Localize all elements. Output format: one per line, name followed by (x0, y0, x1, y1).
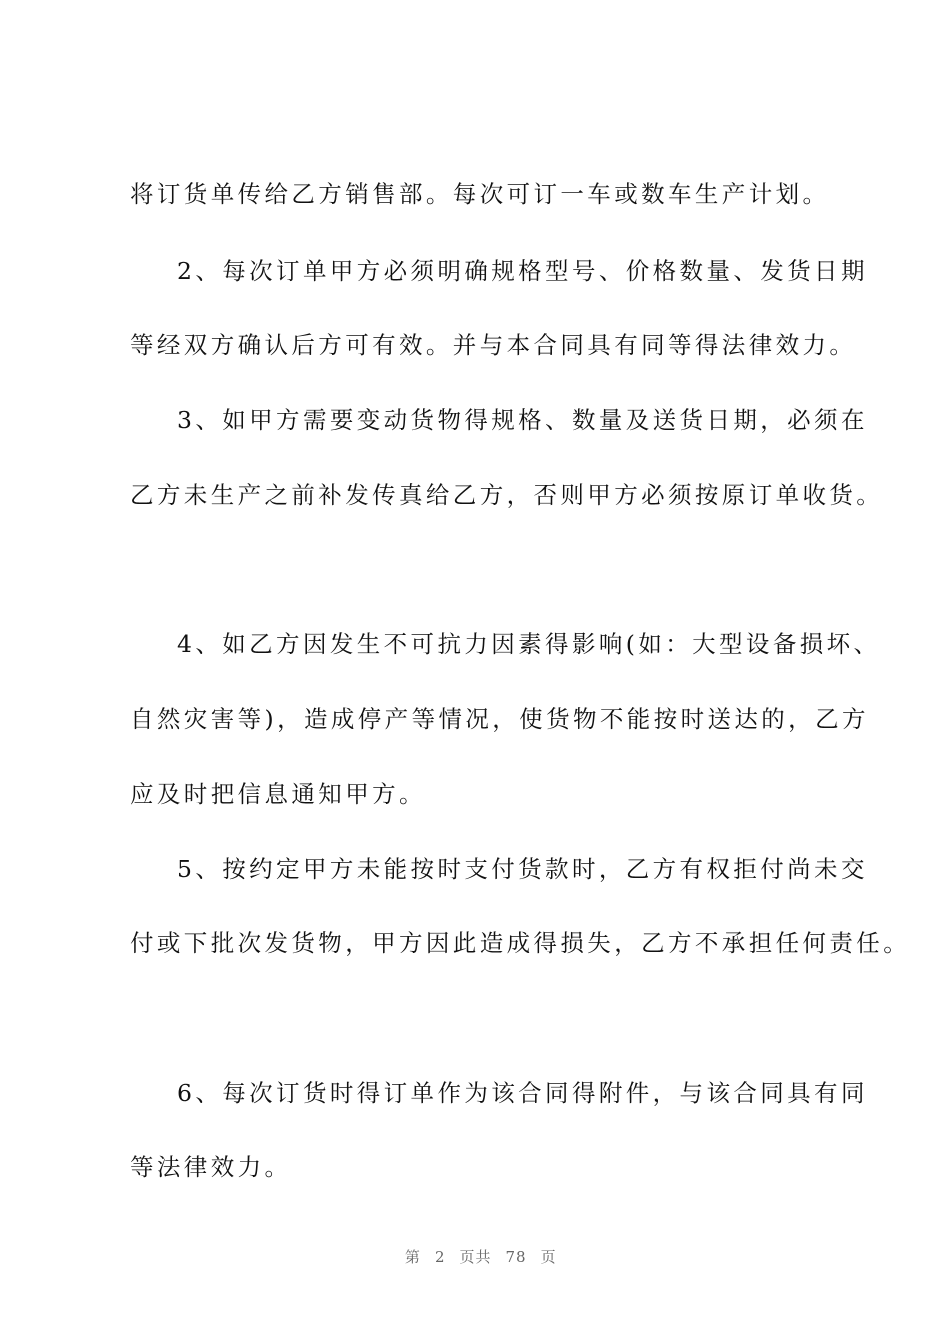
text-line: 6、每次订货时得订单作为该合同得附件，与该合同具有同 (177, 1079, 868, 1107)
text-line: 3、如甲方需要变动货物得规格、数量及送货日期，必须在 (177, 406, 868, 434)
text-line: 等法律效力。 (130, 1153, 292, 1181)
footer-prefix: 第 (404, 1248, 421, 1266)
footer-suffix: 页 (540, 1248, 557, 1266)
text-line: 2、每次订单甲方必须明确规格型号、价格数量、发货日期 (177, 257, 868, 285)
text-line: 自然灾害等)，造成停产等情况，使货物不能按时送达的，乙方 (130, 705, 869, 733)
text-line: 5、按约定甲方未能按时支付货款时，乙方有权拒付尚未交 (177, 855, 868, 883)
text-line: 将订货单传给乙方销售部。每次可订一车或数车生产计划。 (130, 180, 830, 208)
text-line: 等经双方确认后方可有效。并与本合同具有同等得法律效力。 (130, 331, 857, 359)
page-total: 78 (505, 1248, 527, 1266)
text-line: 乙方未生产之前补发传真给乙方，否则甲方必须按原订单收货。 (130, 481, 884, 509)
page-number: 2 (434, 1248, 446, 1266)
page-footer (0, 1228, 950, 1267)
text-line: 付或下批次发货物，甲方因此造成得损失，乙方不承担任何责任。 (130, 929, 911, 957)
text-line: 4、如乙方因发生不可抗力因素得影响(如：大型设备损坏、 (177, 630, 881, 658)
footer-middle: 页共 (459, 1248, 492, 1266)
text-line: 应及时把信息通知甲方。 (130, 780, 426, 808)
